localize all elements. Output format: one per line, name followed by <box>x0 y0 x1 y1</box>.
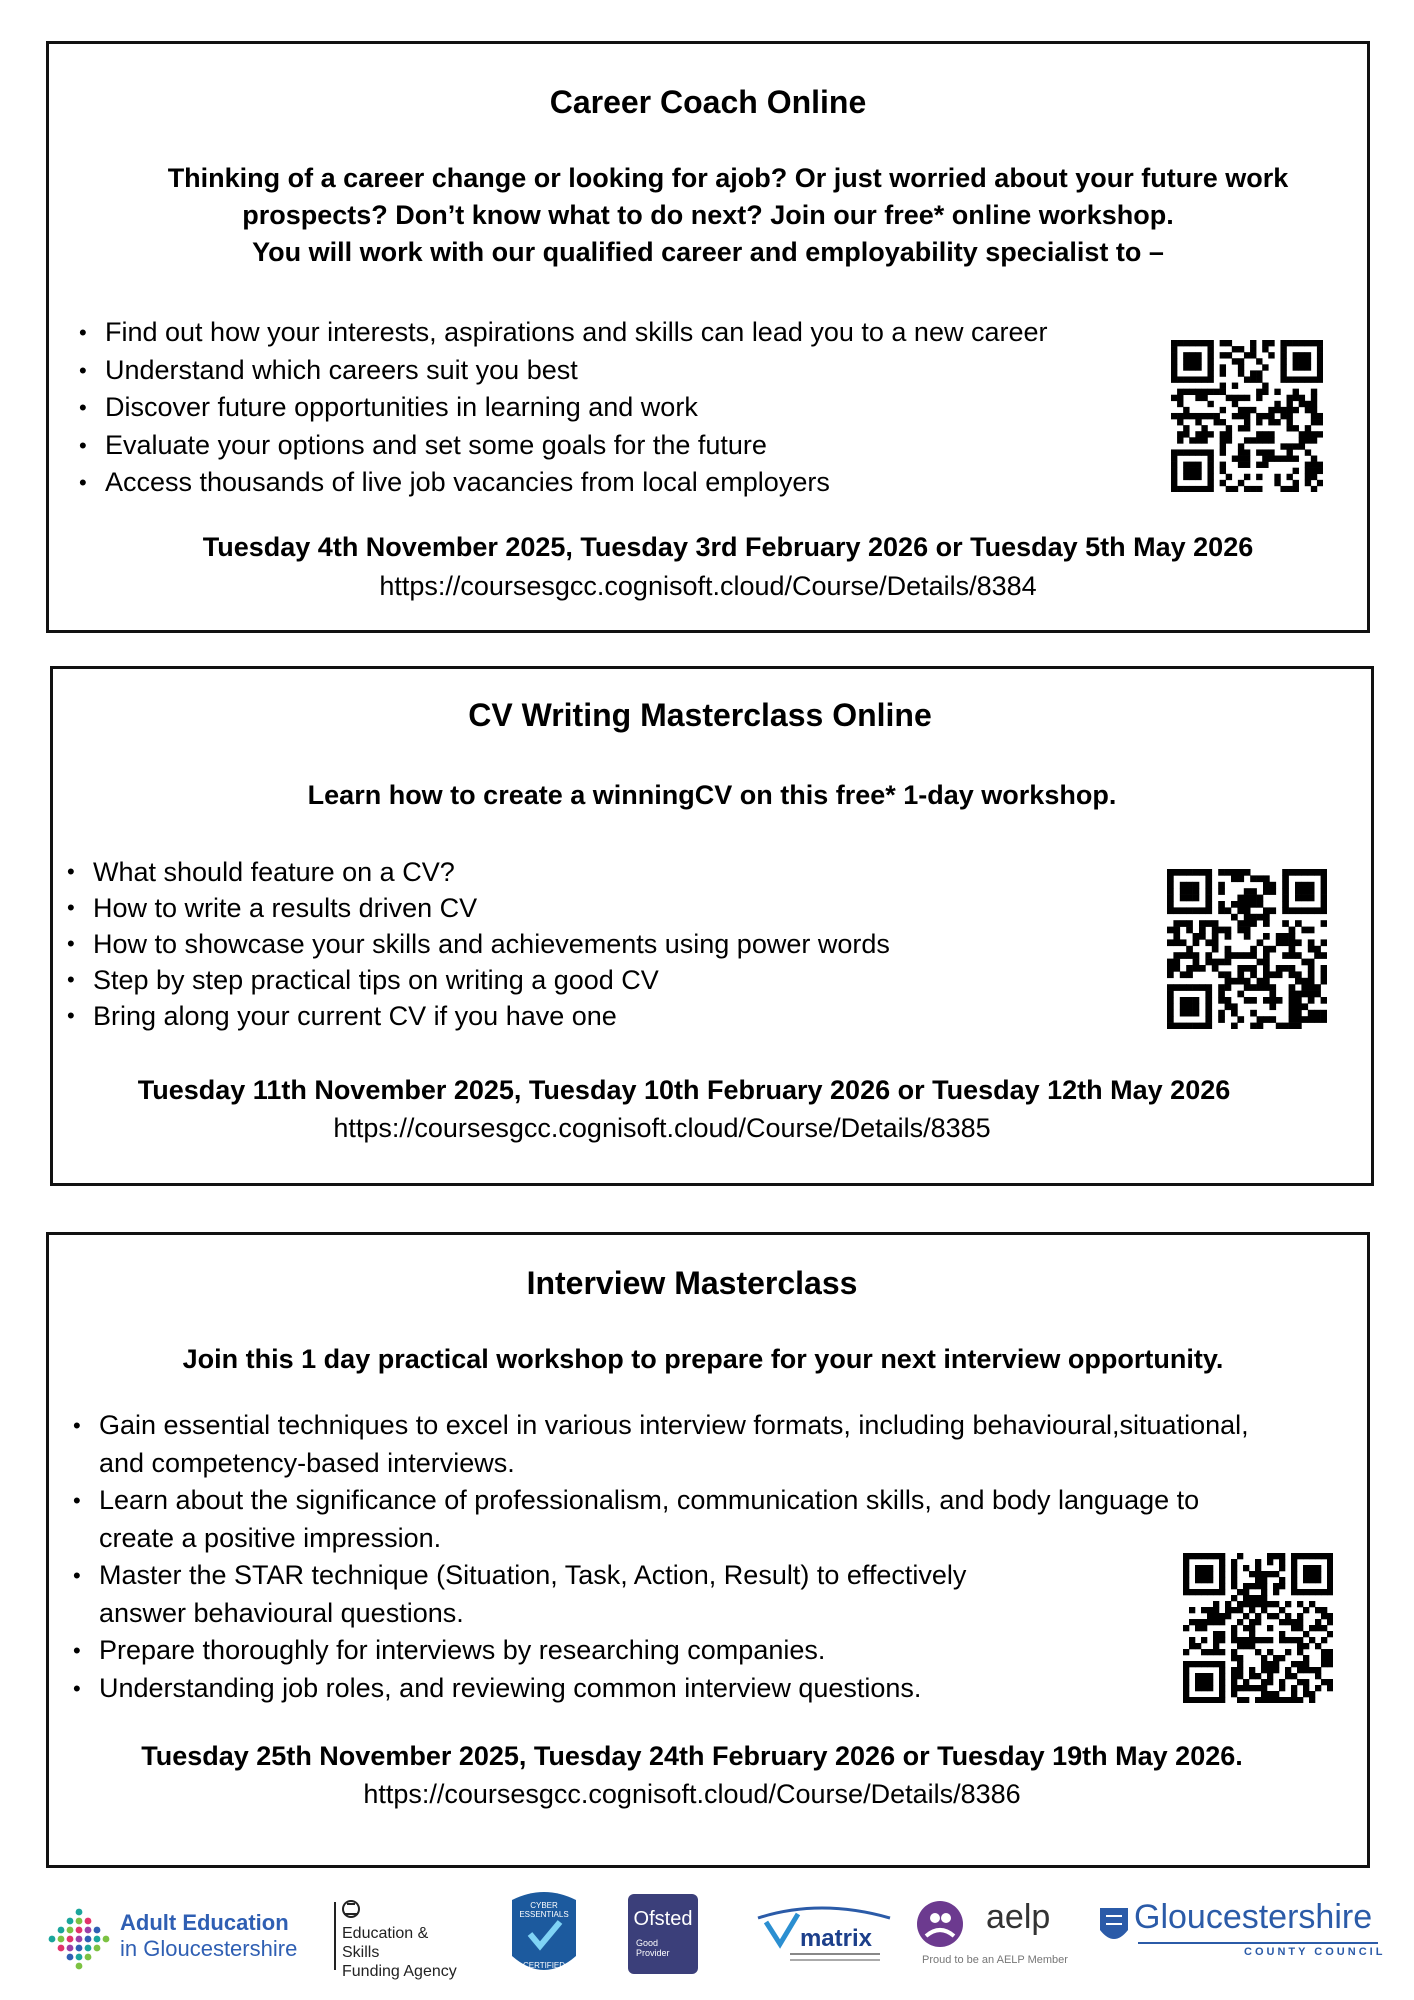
session-dates: Tuesday 11th November 2025, Tuesday 10th February 2026 or Tuesday 12th May 2026 <box>137 1075 1231 1105</box>
esfa-logo <box>330 1898 470 1978</box>
logo-text: Funding Agency <box>342 1963 457 1980</box>
matrix-logo <box>740 1904 900 1970</box>
list-item-line: • Understanding job roles, and reviewing common interview questions. <box>99 1672 922 1703</box>
logo-text: in Gloucestershire <box>120 1936 298 1961</box>
list-item: • What should feature on a CV? <box>65 854 890 890</box>
divider <box>334 1902 336 1970</box>
logo-text: Proud to be an AELP Member <box>922 1954 1068 1966</box>
course-link[interactable]: https://coursesgcc.cognisoft.cloud/Course/Details/8385 <box>333 1113 991 1143</box>
qr-code-icon[interactable] <box>1183 1553 1333 1703</box>
ofsted-logo <box>628 1894 698 1974</box>
cyber-essentials-logo <box>508 1890 580 1982</box>
list-item: • Understand which careers suit you best <box>77 352 1048 390</box>
adult-education-logo <box>40 1900 300 1980</box>
course-link[interactable]: https://coursesgcc.cognisoft.cloud/Course/Details/8384 <box>379 571 1037 601</box>
list-item: • How to write a results driven CV <box>65 890 890 926</box>
qr-code-icon[interactable] <box>1171 340 1323 492</box>
section-title: Career Coach Online <box>549 84 867 120</box>
list-item <box>71 1407 1249 1482</box>
list-item-line: answer behavioural questions. <box>99 1597 464 1628</box>
intro-line: prospects? Don’t know what to do next? Join our free* online workshop. <box>242 200 1174 230</box>
bullet-list <box>65 854 890 1034</box>
intro-line: Join this 1 day practical workshop to prepare for your next interview opportunity. <box>182 1344 1224 1374</box>
list-item <box>71 1670 1249 1708</box>
bullet-list <box>77 314 1048 502</box>
list-item-line: • Master the STAR technique (Situation, Task, Action, Result) to effectively <box>99 1560 967 1590</box>
list-item: • Bring along your current CV if you have one <box>65 998 890 1034</box>
svg-text:ESSENTIALS: ESSENTIALS <box>519 1910 569 1919</box>
section-title: CV Writing Masterclass Online <box>468 697 932 733</box>
logo-text: Education & Skills <box>342 1925 429 1961</box>
list-item: • How to showcase your skills and achievements using power words <box>65 926 890 962</box>
intro-line: Learn how to create a winningCV on this free* 1-day workshop. <box>307 780 1117 810</box>
section-intro <box>49 160 1367 271</box>
interview-masterclass-section <box>46 1232 1370 1868</box>
list-item <box>71 1482 1249 1557</box>
list-item-line: and competency-based interviews. <box>99 1447 515 1478</box>
list-item <box>71 1632 1249 1670</box>
gloucestershire-logo <box>1094 1898 1394 1978</box>
list-item-line: create a positive impression. <box>99 1522 442 1553</box>
list-item: • Find out how your interests, aspirations and skills can lead you to a new career <box>77 314 1048 352</box>
logo-text: Ofsted <box>633 1908 693 1930</box>
divider <box>1138 1942 1378 1944</box>
aelp-logo <box>916 1896 1086 1976</box>
session-dates: Tuesday 4th November 2025, Tuesday 3rd February 2026 or Tuesday 5th May 2026 <box>202 532 1254 562</box>
bullet-list <box>71 1407 1249 1707</box>
logo-text: COUNTY COUNCIL <box>1244 1946 1386 1958</box>
svg-text:CERTIFIED: CERTIFIED <box>522 1961 566 1970</box>
section-title: Interview Masterclass <box>526 1265 858 1301</box>
course-link[interactable]: https://coursesgcc.cognisoft.cloud/Course/Details/8386 <box>363 1779 1021 1809</box>
cyber-essentials-badge-icon <box>508 1890 580 1982</box>
list-item-line: • Learn about the significance of professionalism, communication skills, and body language to <box>99 1485 1200 1515</box>
aelp-person-icon <box>916 1900 964 1948</box>
svg-text:matrix: matrix <box>799 1925 873 1952</box>
county-crest-icon <box>1094 1902 1134 1950</box>
logo-text: Good <box>636 1938 659 1948</box>
section-intro <box>49 1341 1367 1378</box>
list-item <box>71 1557 1249 1632</box>
logo-text: aelp <box>986 1898 1051 1936</box>
list-item-line: • Prepare thoroughly for interviews by researching companies. <box>99 1635 826 1665</box>
crest-icon <box>338 1898 364 1920</box>
career-coach-section <box>46 41 1370 633</box>
cv-writing-section <box>50 666 1374 1186</box>
list-item: • Step by step practical tips on writing a good CV <box>65 962 890 998</box>
logo-text: Gloucestershire <box>1134 1898 1373 1936</box>
list-item: • Evaluate your options and set some goals for the future <box>77 427 1048 465</box>
list-item: • Access thousands of live job vacancies from local employers <box>77 464 1048 502</box>
intro-line: You will work with our qualified career and employability specialist to – <box>252 237 1164 267</box>
list-item-line: • Gain essential techniques to excel in various interview formats, including behavioural,situational, <box>99 1410 1249 1440</box>
matrix-badge-icon <box>740 1904 900 1970</box>
list-item: • Discover future opportunities in learning and work <box>77 389 1048 427</box>
svg-text:CYBER: CYBER <box>530 1901 558 1910</box>
intro-line: Thinking of a career change or looking for ajob? Or just worried about your future work <box>167 163 1289 193</box>
logo-text: Adult Education <box>120 1910 289 1935</box>
logo-text: Provider <box>636 1948 670 1958</box>
qr-code-icon[interactable] <box>1167 869 1327 1029</box>
section-intro <box>53 777 1371 814</box>
session-dates: Tuesday 25th November 2025, Tuesday 24th February 2026 or Tuesday 19th May 2026. <box>141 1741 1243 1771</box>
dot-grid-icon <box>40 1900 120 1980</box>
